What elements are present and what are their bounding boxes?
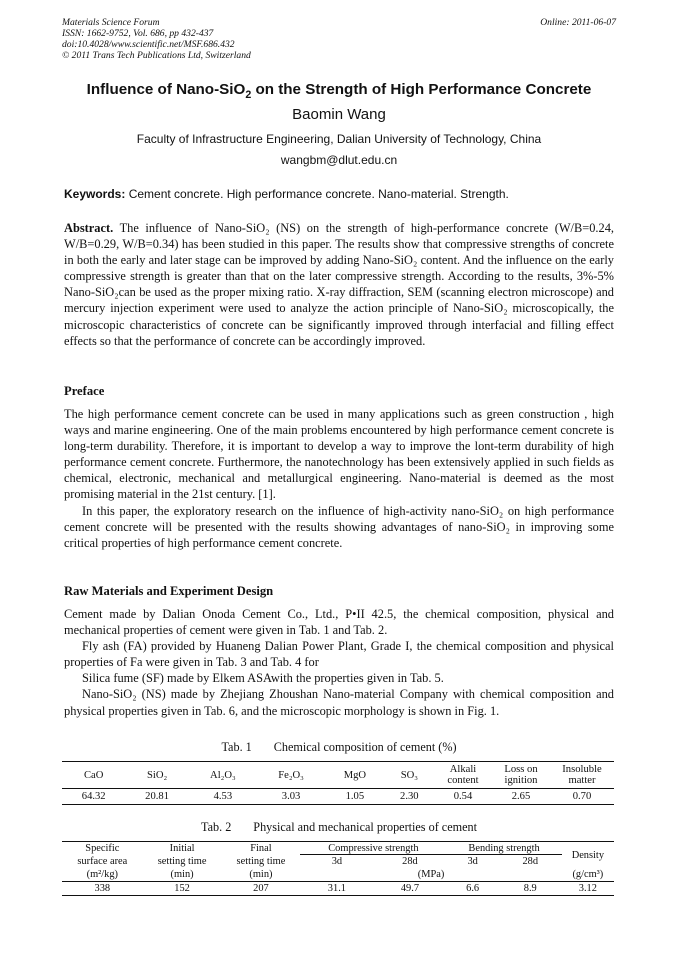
table-header-cell: 28d: [522, 856, 539, 867]
table-header-cell: Fe₂O₃: [257, 762, 325, 789]
table-1-caption: [0, 740, 678, 755]
table-header-cell: (min): [143, 868, 222, 882]
table-1-chemical-composition: [62, 761, 614, 805]
table-1-title: Chemical composition of cement (%): [273, 740, 457, 754]
table-header-cell: Final: [222, 842, 301, 855]
table-cell: 152: [143, 882, 222, 896]
journal-header: [62, 17, 251, 61]
table-header-cell: Compressive strength: [300, 842, 446, 855]
paper-title: [0, 81, 678, 102]
table-cell: 2.30: [385, 789, 434, 805]
table-cell: 20.81: [125, 789, 188, 805]
table-header-cell: setting time: [236, 855, 286, 867]
table-cell: 6.6: [446, 882, 498, 896]
preface-heading: Preface: [64, 384, 105, 398]
abstract-label: Abstract.: [64, 221, 114, 235]
paper-author: Baomin Wang: [292, 106, 386, 123]
table-2-title: Physical and mechanical properties of cement: [253, 820, 477, 834]
table-cell: 1.05: [325, 789, 385, 805]
table-header-cell: Loss on ignition: [492, 762, 550, 789]
table-cell: 338: [62, 882, 143, 896]
table-header-cell: Insoluble matter: [550, 762, 614, 789]
raw-paragraph-2: Fly ash (FA) provided by Huaneng Dalian Power Plant, Grade I, the chemical composition and physical properties of Fa were given in Tab. 3 and Tab. 4 for: [64, 639, 614, 670]
table-header-cell: (m²/kg): [62, 868, 143, 882]
preface-paragraph-2: In this paper, the exploratory research on the influence of high-activity nano-SiO₂ on high performance cement concrete will be presented with the results showing advantages of nano-SiO₂ in improving some critical properties of high performance cement concrete.: [64, 503, 614, 550]
table-1-label: Tab. 1: [221, 740, 252, 754]
table-header-cell: (g/cm³): [562, 868, 614, 882]
table-2-physical-properties: [62, 841, 614, 896]
table-header-cell: Initial: [143, 842, 222, 855]
table-cell: 4.53: [189, 789, 257, 805]
raw-materials-heading: Raw Materials and Experiment Design: [64, 584, 274, 598]
table-header-cell: (MPa): [300, 868, 561, 882]
table-row: [62, 882, 614, 896]
title-part-2: on the Strength of High Performance Concrete: [251, 81, 592, 98]
keywords-text: Cement concrete. High performance concrete. Nano-material. Strength.: [125, 187, 509, 201]
table-cell: 207: [222, 882, 301, 896]
table-header-cell: (min): [222, 868, 301, 882]
table-header-cell: MgO: [325, 762, 385, 789]
table-header-cell: setting time: [157, 855, 207, 867]
title-part-1: Influence of Nano-SiO: [86, 81, 246, 98]
table-cell: 3.12: [562, 882, 614, 896]
raw-paragraph-4: Nano-SiO₂ (NS) made by Zhejiang Zhoushan Nano-material Company with chemical composition and physical properties given in Tab. 6, and the microscopic morphology is shown in Fig. 1.: [64, 687, 614, 718]
abstract-text: The influence of Nano-SiO₂ (NS) on the strength of high-performance concrete (W/B=0.24, W/B=0.29, W/B=0.34) has been studied in this paper. The results show that compressive strengths of concrete in both the early and later stage can be improved by adding Nano-SiO₂ content. And the influence on the early compressive strength is greater than that on the later compressive strength. According to the results, 3%-5% Nano-SiO₂can be used as the proper mixing ratio. X-ray diffraction, SEM (scanning electron microscope) and mercury injection experiment were used to analyze the action principle of Nano-SiO₂ microscopically, the microscopic characteristics of concrete can be significantly improved through interfacial and filling effect effects so that the performance of concrete can be accordingly improved.: [64, 221, 614, 348]
table-cell: 0.70: [550, 789, 614, 805]
preface-body: [64, 406, 614, 551]
table-header-cell: 28d: [402, 856, 418, 867]
abstract: [64, 220, 614, 349]
table-header-cell: SO₃: [385, 762, 434, 789]
table-header-cell: Alkali content: [434, 762, 492, 789]
table-header-cell: Al₂O₃: [189, 762, 257, 789]
title-subscript: 2: [245, 89, 252, 102]
table-header-cell: Specific: [62, 842, 143, 855]
table-2-label: Tab. 2: [201, 820, 232, 834]
journal-doi[interactable]: doi:10.4028/www.scientific.net/MSF.686.432: [62, 39, 235, 50]
table-cell: 3.03: [257, 789, 325, 805]
table-cell: 2.65: [492, 789, 550, 805]
table-2-caption: [0, 820, 678, 835]
table-cell: 0.54: [434, 789, 492, 805]
table-header-cell: Density: [562, 842, 614, 869]
table-header-cell: 3d: [331, 856, 343, 867]
table-header-cell: surface area: [77, 855, 128, 867]
preface-paragraph-1: The high performance cement concrete can be used in many applications such as green construction , high ways and marine engineering. One of the main problems encountered by high performance cement concrete is long-term durability. Therefore, it is important to develop a way to improve the lont-term durability of high performance cement concrete. Furthermore, the nanotechnology has been extensively applied in such fields as chemical, electronic, mechanical and metallurgical engineering. Nano-material is deemed as the most promising material in the 21st century. [1].: [64, 407, 614, 502]
table-header-cell: 3d: [467, 856, 478, 867]
table-cell: 8.9: [499, 882, 562, 896]
table-cell: 64.32: [62, 789, 125, 805]
table-cell: 49.7: [373, 882, 446, 896]
raw-paragraph-3: Silica fume (SF) made by Elkem ASAwith the properties given in Tab. 5.: [82, 671, 444, 686]
journal-copyright: © 2011 Trans Tech Publications Ltd, Switzerland: [62, 50, 251, 61]
keywords-label: Keywords:: [64, 187, 126, 201]
author-affiliation: Faculty of Infrastructure Engineering, Dalian University of Technology, China: [136, 132, 542, 146]
table-cell: 31.1: [300, 882, 373, 896]
online-date: Online: 2011-06-07: [540, 17, 616, 28]
keywords: [64, 187, 614, 201]
table-row: [62, 789, 614, 805]
journal-name: Materials Science Forum: [62, 17, 160, 28]
author-email[interactable]: wangbm@dlut.edu.cn: [280, 153, 398, 167]
journal-issn: ISSN: 1662-9752, Vol. 686, pp 432-437: [62, 28, 214, 39]
raw-materials-body: [64, 606, 614, 719]
table-header-cell: CaO: [62, 762, 125, 789]
raw-paragraph-1: Cement made by Dalian Onoda Cement Co., Ltd., P•II 42.5, the chemical composition, physical and mechanical properties of cement were given in Tab. 1 and Tab. 2.: [64, 607, 614, 638]
table-header-cell: Bending strength: [446, 842, 561, 855]
table-header-cell: SiO₂: [125, 762, 188, 789]
